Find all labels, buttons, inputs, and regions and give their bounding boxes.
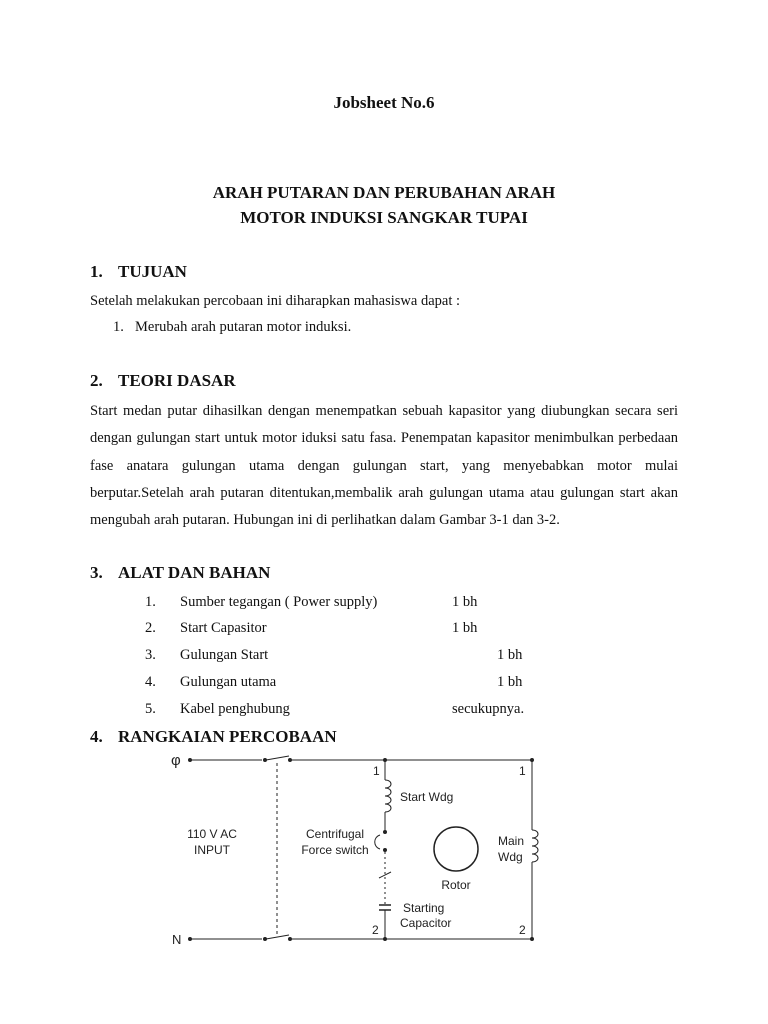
tool-name: Gulungan Start: [180, 647, 269, 663]
section-number: 1.: [90, 262, 103, 281]
centrifugal-switch-arm: [375, 835, 380, 849]
input-label-line-1: 110 V AC: [187, 827, 237, 841]
start-winding-terminal-2: 2: [372, 923, 379, 937]
rotor-circle: [434, 827, 478, 871]
centrifugal-contact-dot: [383, 848, 387, 852]
section-number: 3.: [90, 563, 103, 582]
start-winding-terminal-1: 1: [373, 764, 380, 778]
teori-paragraph: Start medan putar dihasilkan dengan menempatkan sebuah kapasitor yang diubungkan secara seri dengan gulungan start untuk motor iduksi satu fasa. Penempatan kapasitor menimbulkan perbedaan fase anatara gulungan utama dengan gulungan start, yang menyebabkan motor mulai berputar.Setelah arah putaran ditentukan,membalik arah gulungan utama atau gulungan start akan mengubah arah putaran. Hubungan ini di perlihatkan dalam Gambar 3-1 dan 3-2.: [90, 403, 678, 529]
tool-name: Sumber tegangan ( Power supply): [180, 594, 378, 610]
tool-name: Gulungan utama: [180, 674, 277, 690]
capacitor-label-line-1: Starting: [403, 901, 445, 915]
tool-quantity: 1 bh: [452, 594, 478, 610]
section-title: RANGKAIAN PERCOBAAN: [118, 727, 337, 746]
phase-label: φ: [171, 752, 181, 769]
tujuan-item-number: 1.: [113, 319, 124, 335]
section-number: 2.: [90, 371, 103, 390]
document-title-line-2: MOTOR INDUKSI SANGKAR TUPAI: [240, 208, 528, 227]
section-title: TEORI DASAR: [118, 371, 236, 390]
document-title: [0, 180, 768, 230]
tujuan-intro: Setelah melakukan percobaan ini diharapkan mahasiswa dapat :: [90, 293, 461, 309]
rotor-label: Rotor: [441, 878, 471, 892]
capacitor-label-line-2: Capacitor: [400, 916, 452, 930]
junction-dot: [530, 758, 534, 762]
switch-contact-dot: [288, 758, 292, 762]
tool-quantity: 1 bh: [497, 674, 523, 690]
tool-number: 5.: [145, 701, 156, 717]
main-winding-label-line-2: Wdg: [498, 850, 523, 864]
tool-quantity: 1 bh: [497, 647, 523, 663]
switch-contact-dot: [263, 758, 267, 762]
phase-terminal-dot: [188, 758, 192, 762]
tool-name: Start Capasitor: [180, 620, 267, 636]
tool-number: 3.: [145, 647, 156, 663]
main-winding-terminal-2: 2: [519, 923, 526, 937]
jobsheet-title: Jobsheet No.6: [333, 93, 435, 112]
section-number: 4.: [90, 727, 103, 746]
neutral-terminal-dot: [188, 937, 192, 941]
switch-contact-dot: [263, 937, 267, 941]
tujuan-item-text: Merubah arah putaran motor induksi.: [135, 319, 352, 335]
section-heading-alat-dan-bahan: [90, 563, 270, 583]
junction-dot: [530, 937, 534, 941]
section-heading-tujuan: [90, 262, 187, 282]
circuit-diagram: [0, 740, 768, 960]
tool-quantity: secukupnya.: [452, 701, 525, 717]
section-heading-teori-dasar: [90, 371, 236, 391]
tool-number: 4.: [145, 674, 156, 690]
junction-dot: [383, 937, 387, 941]
document-title-line-1: ARAH PUTARAN DAN PERUBAHAN ARAH: [212, 183, 556, 202]
input-label-line-2: INPUT: [194, 843, 230, 857]
start-winding-label: Start Wdg: [400, 790, 454, 804]
tool-name: Kabel penghubung: [180, 701, 290, 717]
switch-contact-dot: [288, 937, 292, 941]
centrifugal-switch-label-line-2: Force switch: [301, 843, 369, 857]
centrifugal-contact-dot: [383, 830, 387, 834]
tool-number: 2.: [145, 620, 156, 636]
tool-number: 1.: [145, 594, 156, 610]
centrifugal-switch-label-line-1: Centrifugal: [305, 827, 365, 841]
main-winding-terminal-1: 1: [519, 764, 526, 778]
dpst-switch-top-blade: [266, 756, 289, 760]
start-winding-coil: [385, 780, 391, 812]
junction-dot: [383, 758, 387, 762]
main-winding-label-line-1: Main: [498, 834, 525, 848]
section-title: ALAT DAN BAHAN: [118, 563, 271, 582]
neutral-label: N: [172, 932, 182, 947]
main-winding-coil: [532, 830, 538, 862]
dpst-switch-bottom-blade: [266, 935, 289, 939]
tool-quantity: 1 bh: [452, 620, 478, 636]
section-title: TUJUAN: [118, 262, 187, 281]
